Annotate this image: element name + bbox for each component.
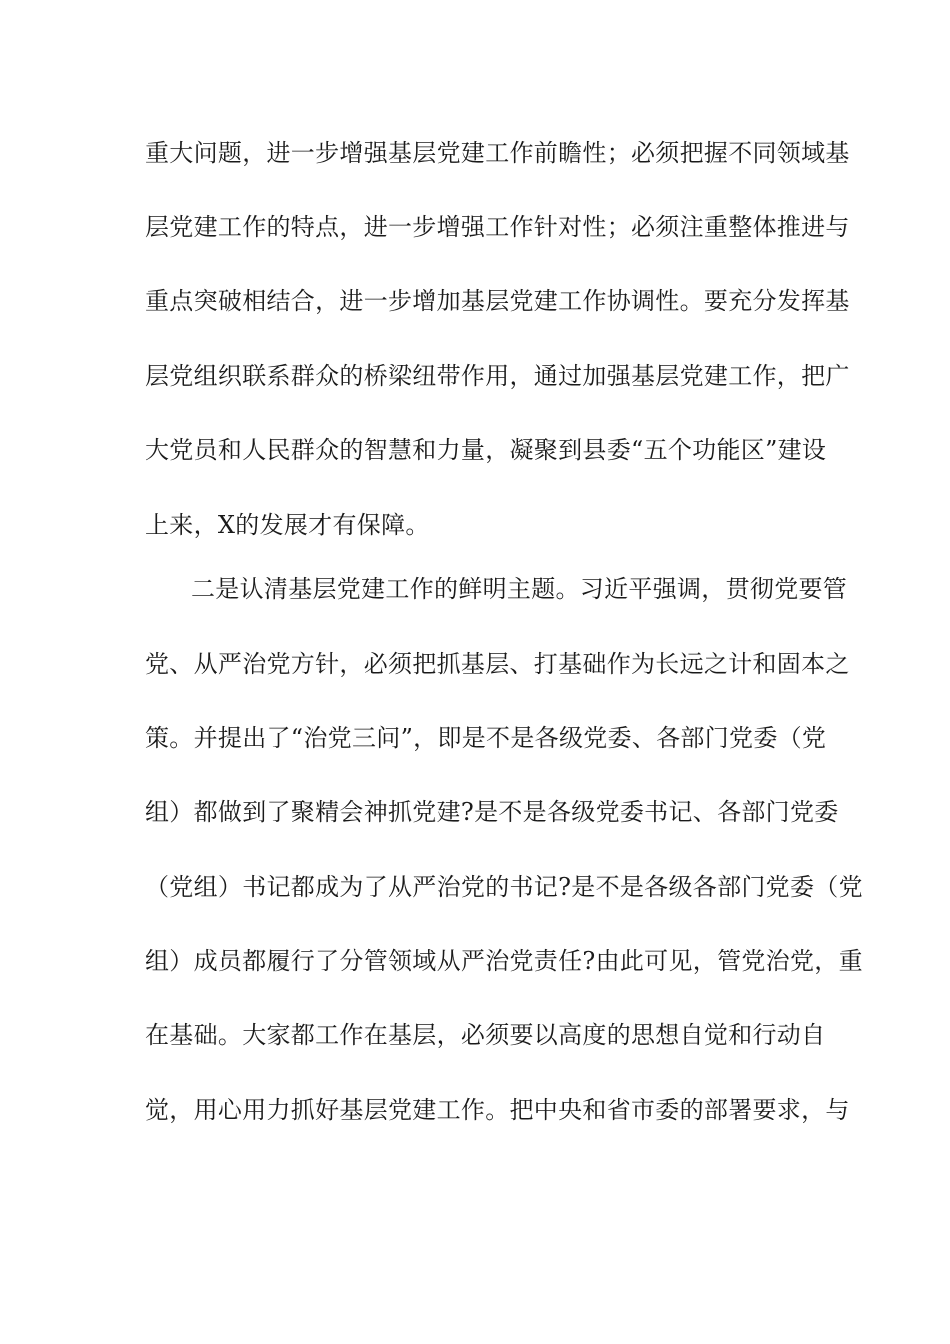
text-line: 重大问题，进一步增强基层党建工作前瞻性；必须把握不同领域基 <box>145 139 850 167</box>
text-line: 组）成员都履行了分管领域从严治党责任?由此可见，管党治党，重 <box>145 947 863 975</box>
text-line: 在基础。大家都工作在基层，必须要以高度的思想自觉和行动自 <box>145 1021 826 1049</box>
text-line: 策。并提出了“治党三问”，即是不是各级党委、各部门党委（党 <box>145 724 827 752</box>
text-line: 层党组织联系群众的桥梁纽带作用，通过加强基层党建工作，把广 <box>145 362 850 390</box>
text-line: （党组）书记都成为了从严治党的书记?是不是各级各部门党委（党 <box>145 873 863 901</box>
text-line: 组）都做到了聚精会神抓党建?是不是各级党委书记、各部门党委 <box>145 798 839 826</box>
text-line: 上来，X的发展才有保障。 <box>145 511 430 539</box>
text-line: 大党员和人民群众的智慧和力量，凝聚到县委“五个功能区”建设 <box>145 436 827 464</box>
paragraph-first-line: 二是认清基层党建工作的鲜明主题。习近平强调，贯彻党要管 <box>191 575 848 603</box>
text-line: 觉，用心用力抓好基层党建工作。把中央和省市委的部署要求，与 <box>145 1096 850 1124</box>
text-line: 党、从严治党方针，必须把抓基层、打基础作为长远之计和固本之 <box>145 650 850 678</box>
text-line: 重点突破相结合，进一步增加基层党建工作协调性。要充分发挥基 <box>145 287 850 315</box>
text-line: 层党建工作的特点，进一步增强工作针对性；必须注重整体推进与 <box>145 213 850 241</box>
